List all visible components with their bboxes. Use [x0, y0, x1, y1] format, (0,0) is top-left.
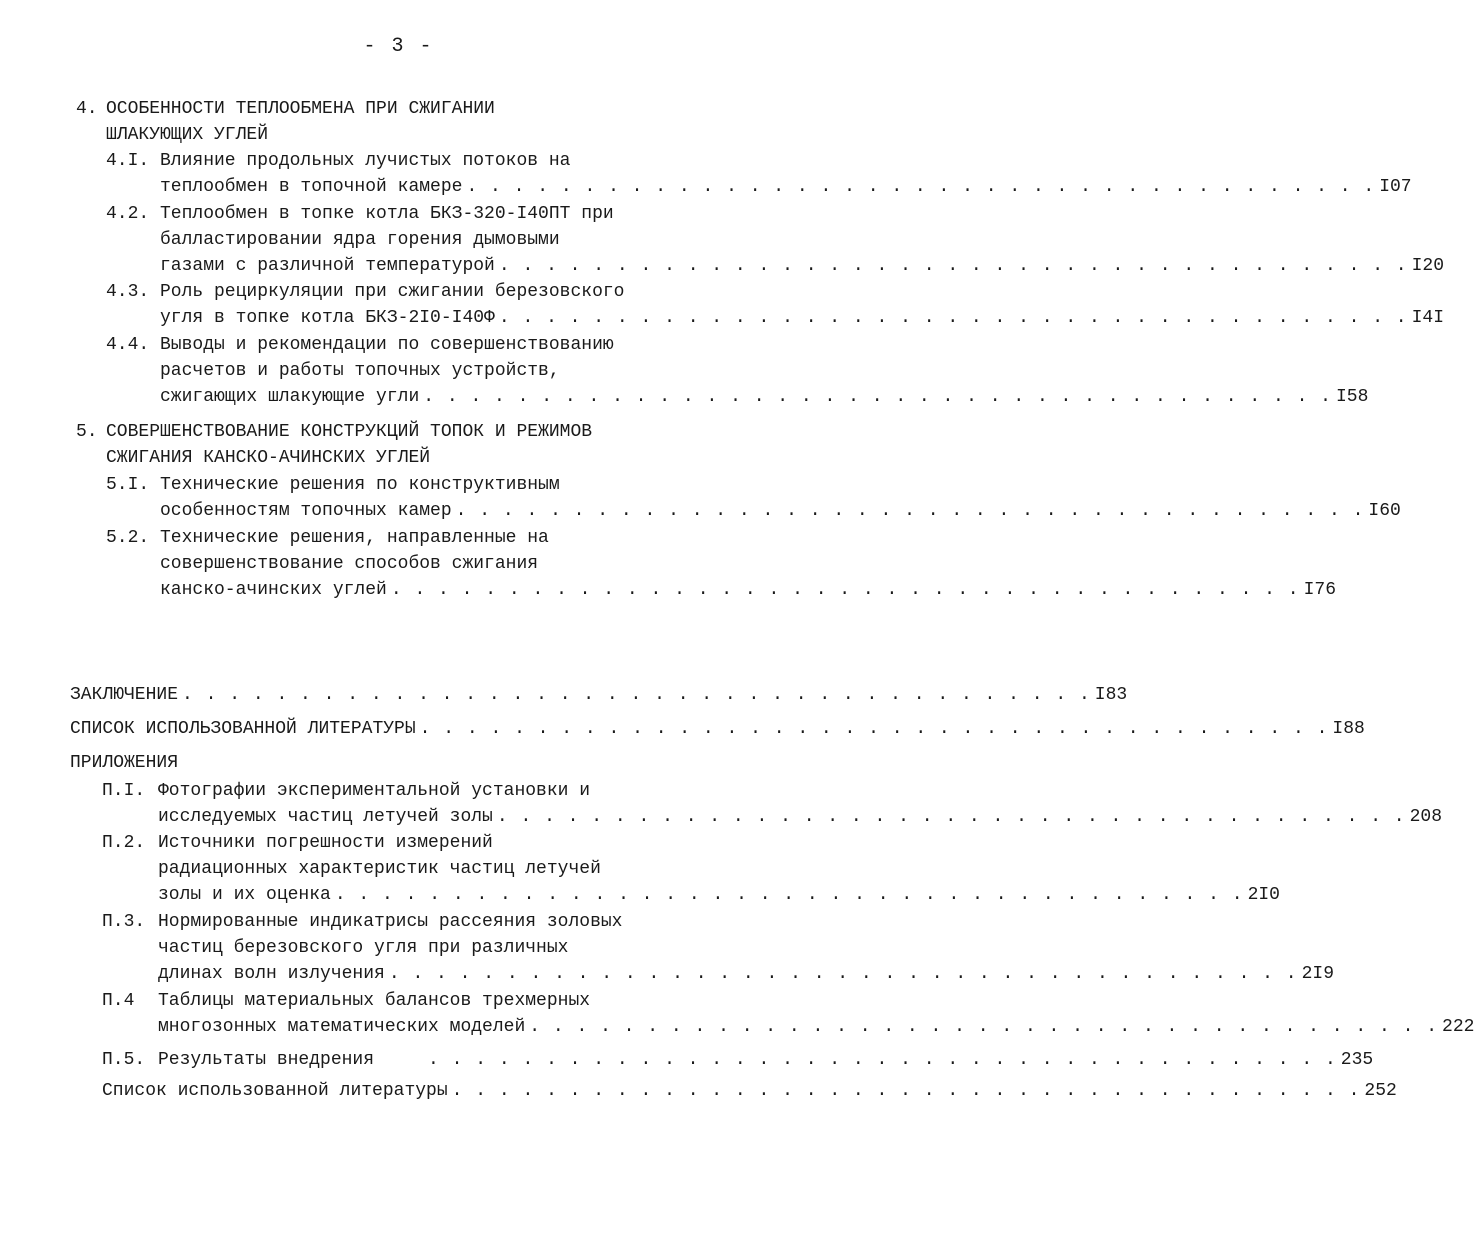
section-4-4-line1: Выводы и рекомендации по совершенствованию — [160, 335, 614, 355]
page-number: - 3 - — [363, 35, 434, 58]
chapter-5-title-line1: СОВЕРШЕНСТВОВАНИЕ КОНСТРУКЦИЙ ТОПОК И РЕЖИМОВ — [106, 422, 593, 442]
section-4-2-line1: Теплообмен в топке котла БКЗ-320-I40ПТ при — [160, 204, 614, 224]
appendix-2-line2: радиационных характеристик частиц летучей — [158, 859, 601, 879]
appendix-1-line1: Фотографии экспериментальной установки и — [158, 781, 591, 801]
leader-dots: . . . . . . . . . . . . . . . . . . . . . . . . . . . . . . . . . . . . . . . — [466, 177, 1376, 197]
leader-dots: . . . . . . . . . . . . . . . . . . . . . . . . . . . . . . . . . . . . . . . — [419, 719, 1329, 739]
toc-entry-appendix-5 — [158, 1049, 1374, 1071]
page-ref: I83 — [1094, 685, 1128, 705]
chapter-5-number: 5. — [76, 422, 98, 442]
toc-entry-conclusion — [70, 684, 1128, 706]
leader-dots: . . . . . . . . . . . . . . . . . . . . . . . . . . . . . . . . . . . . . . . — [498, 256, 1408, 276]
section-5-1-line2: особенностям топочных камер — [160, 501, 452, 521]
section-5-2-line2: совершенствование способов сжигания — [160, 554, 539, 574]
appendix-2-line3: золы и их оценка — [158, 885, 331, 905]
page-ref: I60 — [1368, 501, 1401, 521]
page-ref: 235 — [1340, 1050, 1374, 1070]
section-4-4-line2: расчетов и работы топочных устройств, — [160, 361, 560, 381]
page-ref: 222 — [1442, 1017, 1474, 1037]
leader-dots: . . . . . . . . . . . . . . . . . . . . . . . . . . . . . . . . . . . . . . . — [428, 1050, 1337, 1070]
leader-dots: . . . . . . . . . . . . . . . . . . . . . . . . . . . . . . . . . . . . . . . — [496, 807, 1406, 827]
appendix-4-line1: Таблицы материальных балансов трехмерных — [158, 991, 591, 1011]
toc-entry-5-2 — [160, 579, 1336, 601]
page-ref: 2I0 — [1247, 885, 1280, 905]
toc-entry-references — [70, 718, 1365, 740]
appendices-label: ПРИЛОЖЕНИЯ — [70, 753, 179, 773]
page-ref: I20 — [1411, 256, 1445, 276]
section-5-2-line3: канско-ачинских углей — [160, 580, 387, 600]
section-4-1-number: 4.I. — [106, 151, 150, 171]
section-4-1-line1: Влияние продольных лучистых потоков на — [160, 151, 571, 171]
appendix-1-line2: исследуемых частиц летучей золы — [158, 807, 493, 827]
appendix-1-number: П.I. — [102, 781, 146, 801]
toc-entry-appendix-references — [102, 1080, 1397, 1102]
appendix-3-number: П.3. — [102, 912, 146, 932]
appendix-3-line3: длинах волн излучения — [158, 964, 385, 984]
page-ref: 208 — [1409, 807, 1443, 827]
references-label: СПИСОК ИСПОЛЬЗОВАННОЙ ЛИТЕРАТУРЫ — [70, 719, 416, 739]
toc-entry-4-3 — [160, 307, 1445, 329]
leader-dots: . . . . . . . . . . . . . . . . . . . . . . . . . . . . . . . . . . . . . . . — [182, 685, 1091, 705]
appendix-3-line1: Нормированные индикатрисы рассеяния золовых — [158, 912, 623, 932]
appendix-2-number: П.2. — [102, 833, 146, 853]
toc-entry-4-4 — [160, 386, 1369, 408]
section-5-1-line1: Технические решения по конструктивным — [160, 475, 560, 495]
section-4-3-line1: Роль рециркуляции при сжигании березовского — [160, 282, 625, 302]
toc-entry-appendix-2 — [158, 884, 1280, 906]
toc-entry-5-1 — [160, 500, 1401, 522]
chapter-4-title-line2: ШЛАКУЮЩИХ УГЛЕЙ — [106, 125, 269, 145]
toc-entry-appendix-4 — [158, 1016, 1474, 1038]
appendix-2-line1: Источники погрешности измерений — [158, 833, 493, 853]
section-5-1-number: 5.I. — [106, 475, 150, 495]
page-ref: I07 — [1379, 177, 1412, 197]
leader-dots: . . . . . . . . . . . . . . . . . . . . . . . . . . . . . . . . . . . . . . . — [423, 387, 1332, 407]
page-ref: I58 — [1336, 387, 1369, 407]
page-ref: I88 — [1332, 719, 1365, 739]
toc-entry-appendix-1 — [158, 806, 1443, 828]
toc-entry-4-1 — [160, 176, 1412, 198]
appendix-4-number: П.4 — [102, 991, 135, 1011]
leader-dots: . . . . . . . . . . . . . . . . . . . . . . . . . . . . . . . . . . . . . . . — [388, 964, 1298, 984]
appendix-5-line1: Результаты внедрения — [158, 1050, 375, 1070]
leader-dots: . . . . . . . . . . . . . . . . . . . . . . . . . . . . . . . . . . . . . . . — [390, 580, 1300, 600]
leader-dots: . . . . . . . . . . . . . . . . . . . . . . . . . . . . . . . . . . . . . . . — [498, 308, 1408, 328]
leader-dots: . . . . . . . . . . . . . . . . . . . . . . . . . . . . . . . . . . . . . . . — [455, 501, 1365, 521]
toc-entry-appendix-3 — [158, 963, 1334, 985]
page-ref: I76 — [1303, 580, 1336, 600]
appendix-3-line2: частиц березовского угля при различных — [158, 938, 569, 958]
conclusion-label: ЗАКЛЮЧЕНИЕ — [70, 685, 179, 705]
appendix-references-label: Список использованной литературы — [102, 1081, 448, 1101]
chapter-5-title-line2: СЖИГАНИЯ КАНСКО-АЧИНСКИХ УГЛЕЙ — [106, 448, 431, 468]
page-ref: 252 — [1364, 1081, 1397, 1101]
toc-entry-4-2 — [160, 255, 1445, 277]
section-4-3-number: 4.3. — [106, 282, 150, 302]
leader-dots: . . . . . . . . . . . . . . . . . . . . . . . . . . . . . . . . . . . . . . . — [451, 1081, 1361, 1101]
appendix-4-line2: многозонных математических моделей — [158, 1017, 526, 1037]
section-4-2-number: 4.2. — [106, 204, 150, 224]
section-4-4-number: 4.4. — [106, 335, 150, 355]
leader-dots: . . . . . . . . . . . . . . . . . . . . . . . . . . . . . . . . . . . . . . . — [334, 885, 1244, 905]
section-5-2-line1: Технические решения, направленные на — [160, 528, 549, 548]
leader-dots: . . . . . . . . . . . . . . . . . . . . . . . . . . . . . . . . . . . . . . . — [529, 1017, 1439, 1037]
appendix-5-number: П.5. — [102, 1050, 146, 1070]
section-4-1-line2: теплообмен в топочной камере — [160, 177, 463, 197]
chapter-4-number: 4. — [76, 99, 98, 119]
section-4-2-line2: балластировании ядра горения дымовыми — [160, 230, 560, 250]
section-5-2-number: 5.2. — [106, 528, 150, 548]
chapter-4-title-line1: ОСОБЕННОСТИ ТЕПЛООБМЕНА ПРИ СЖИГАНИИ — [106, 99, 495, 119]
page-ref: 2I9 — [1301, 964, 1334, 984]
page-ref: I4I — [1411, 308, 1445, 328]
section-4-4-line3: сжигающих шлакующие угли — [160, 387, 420, 407]
section-4-2-line3: газами с различной температурой — [160, 256, 495, 276]
section-4-3-line2: угля в топке котла БКЗ-2I0-I40Ф — [160, 308, 495, 328]
